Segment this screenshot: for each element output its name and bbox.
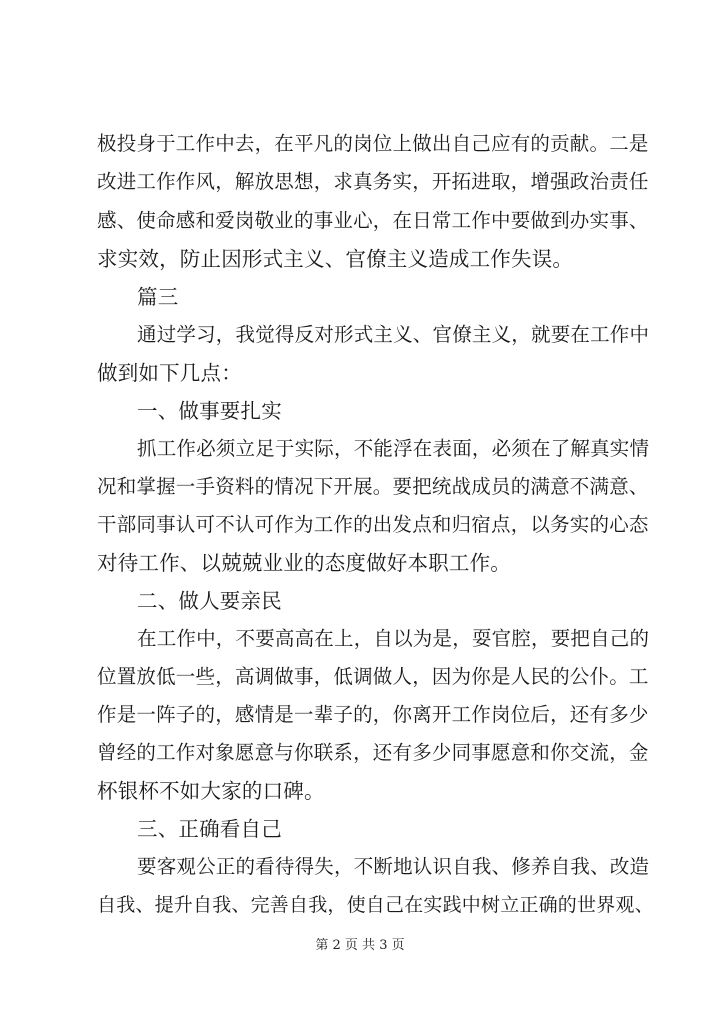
body-text-line: 改进工作作风，解放思想，求真务实，开拓进取，增强政治责任 [97, 170, 649, 193]
body-text-line: 抓工作必须立足于实际，不能浮在表面，必须在了解真实情 [137, 437, 650, 460]
body-text-line: 感、使命感和爱岗敬业的事业心，在日常工作中要做到办实事、 [97, 209, 649, 232]
subheading: 一、做事要扎实 [137, 399, 282, 423]
body-text-line: 况和掌握一手资料的情况下开展。要把统战成员的满意不满意、 [97, 475, 649, 498]
body-text-line: 作是一阵子的，感情是一辈子的，你离开工作岗位后，还有多少 [97, 703, 649, 726]
subheading: 三、正确看自己 [137, 817, 282, 841]
body-text-line: 通过学习，我觉得反对形式主义、官僚主义，就要在工作中 [137, 323, 650, 346]
body-text-line: 在工作中，不要高高在上，自以为是，耍官腔，要把自己的 [137, 627, 650, 650]
body-text-line: 位置放低一些，高调做事，低调做人，因为你是人民的公仆。工 [97, 665, 649, 688]
body-text-line: 自我、提升自我、完善自我，使自己在实践中树立正确的世界观、 [97, 894, 654, 916]
body-text-line: 极投身于工作中去，在平凡的岗位上做出自己应有的贡献。二是 [97, 132, 649, 155]
body-text-line: 做到如下几点： [97, 361, 242, 385]
page-number-footer: 第 2 页 共 3 页 [315, 938, 405, 953]
section-heading: 篇三 [137, 285, 179, 309]
body-text-line: 对待工作、以兢兢业业的态度做好本职工作。 [97, 551, 511, 575]
body-text-line: 求实效，防止因形式主义、官僚主义造成工作失误。 [97, 247, 574, 271]
body-text-line: 曾经的工作对象愿意与你联系，还有多少同事愿意和你交流，金 [97, 741, 649, 764]
body-text-line: 要客观公正的看待得失，不断地认识自我、修养自我、改造 [137, 855, 650, 878]
body-text-line: 杯银杯不如大家的口碑。 [97, 779, 325, 803]
subheading: 二、做人要亲民 [137, 589, 282, 613]
body-text-line: 干部同事认可不认可作为工作的出发点和归宿点，以务实的心态 [97, 513, 649, 536]
